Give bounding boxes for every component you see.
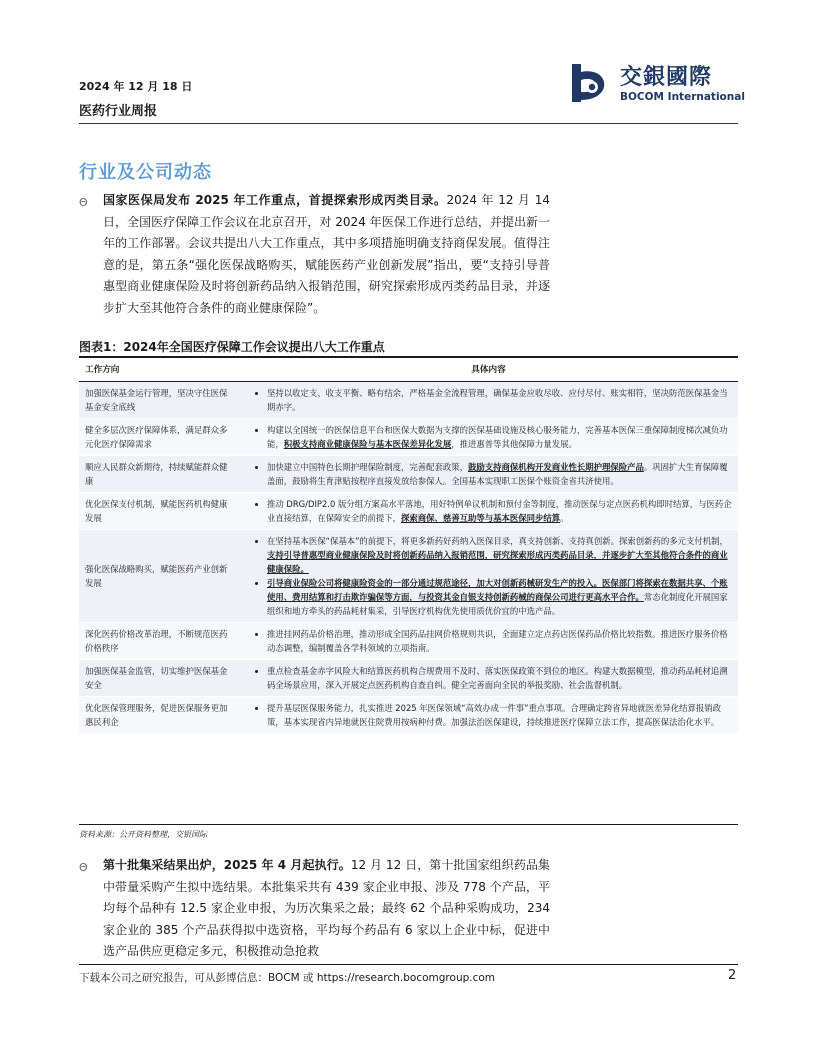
content-bullet xyxy=(267,701,732,729)
news-item-medical-insurance xyxy=(103,190,550,319)
page-number: 2 xyxy=(728,968,737,983)
table-body xyxy=(79,382,738,734)
figure-source: 资料来源：公开资料整理，交银国际 xyxy=(79,830,207,839)
content-bullet xyxy=(267,460,732,488)
news-headline: 第十批集采结果出炉，2025 年 4 月起执行。 xyxy=(103,858,351,872)
content-cell xyxy=(239,456,738,493)
figure-bottom-rule xyxy=(79,824,738,825)
content-text: 加快建立中国特色长期护理保险制度，完善配套政策， xyxy=(267,462,468,472)
emphasized-text: 探索商保、慈善互助等与基本医保同步结算 xyxy=(401,513,561,523)
content-bullet-list xyxy=(245,460,732,488)
content-text: 推进挂网药品价格治理，推动形成全国药品挂网价格规则共识，全面建立定点药店医保药品价格比较指数。推进医疗服务价格动态调整，编制覆盖各学科领域的立项指南。 xyxy=(267,629,728,653)
work-direction-cell: 优化医保管理服务，促进医保服务更加惠民利企 xyxy=(79,697,239,734)
work-direction-cell: 加强医保基金运行管理，坚决守住医保基金安全底线 xyxy=(79,382,239,419)
content-bullet xyxy=(267,664,732,692)
table-row xyxy=(79,419,738,456)
footer-download-note: 下载本公司之研究报告，可从彭博信息：BOCM 或 https://research.bocomgroup.com xyxy=(79,972,496,984)
content-bullet-list xyxy=(245,386,732,414)
report-date: 2024 年 12 月 18 日 xyxy=(79,80,193,93)
emphasized-text: 支持引导普惠型商业健康保险及时将创新药品纳入报销范围，研究探索形成丙类药品目录，并逐步扩大至其他符合条件的商业健康保险。 xyxy=(267,550,728,574)
content-cell xyxy=(239,419,738,456)
table-row xyxy=(79,623,738,660)
column-header-direction: 工作方向 xyxy=(79,359,239,382)
bullet-icon: Θ xyxy=(79,196,88,209)
work-direction-cell: 强化医保战略购买，赋能医药产业创新发展 xyxy=(79,530,239,623)
content-cell xyxy=(239,382,738,419)
work-direction-cell: 顺应人民群众新期待，持续赋能群众健康 xyxy=(79,456,239,493)
content-text: 重点检查基金赤字风险大和结算医药机构合规费用不及时、落实医保政策不到位的地区。构建大数据模型，推动药品耗材追溯码全场景应用，深入开展定点医药机构自查自纠。健全完善面向全民的举报奖励、社会监督机制。 xyxy=(267,666,728,690)
section-title: 行业及公司动态 xyxy=(79,162,212,183)
bullet-icon: Θ xyxy=(79,861,88,874)
content-bullet-list xyxy=(245,423,732,451)
content-bullet xyxy=(267,497,732,525)
figure-title: 图表1：2024年全国医疗保障工作会议提出八大工作重点 xyxy=(79,340,385,354)
news-body: 2024 年 12 月 14 日，全国医疗保障工作会议在北京召开，对 2024 年医保工作进行总结，并提出新一年的工作部署。会议共提出八大工作重点，其中多项措施明确支持商保发展。值得注意的是，第五条“强化医保战略购买，赋能医药产业创新发展”指出，要“支持引导普惠型商业健康保险及时将创新药品纳入报销范围，研究探索形成丙类药品目录，并逐步扩大至其他符合条件的商业健康保险”。 xyxy=(103,193,550,315)
content-bullet xyxy=(267,423,732,451)
logo-chinese-name: 交銀國際 xyxy=(620,65,713,90)
content-text: 提升基层医保服务能力，扎实推进 2025 年医保领域“高效办成一件事”重点事项。合理确定跨省异地就医差异化结算报销政策，基本实现省内异地就医住院费用按病种付费。加强法治医保建设，持续推进医疗保障立法工作，提高医保法治化水平。 xyxy=(267,703,722,727)
content-text: 构建以全国统一的医保信息平台和医保大数据为支撑的医保基础设施及核心服务能力，完善基本医保三重保障制度梯次减负功能， xyxy=(267,425,728,449)
content-text: ，推进惠普等其他保障力量发展。 xyxy=(451,439,577,449)
priorities-table xyxy=(79,359,738,734)
table-row xyxy=(79,382,738,419)
work-direction-cell: 加强医保基金监管，切实维护医保基金安全 xyxy=(79,660,239,697)
content-cell xyxy=(239,660,738,697)
content-cell xyxy=(239,697,738,734)
logo-english-name: BOCOM International xyxy=(620,91,745,103)
work-direction-cell: 深化医药价格改革治理，不断规范医药价格秩序 xyxy=(79,623,239,660)
content-bullet xyxy=(267,386,732,414)
content-bullet xyxy=(267,576,732,618)
content-bullet-list xyxy=(245,701,732,729)
table-row xyxy=(79,530,738,623)
column-header-content: 具体内容 xyxy=(239,359,738,382)
footer-divider xyxy=(79,964,738,965)
content-text: 常态化制度化开展国家组织和地方牵头的药品耗材集采，引导医疗机构优先使用质优价宜的中选产品。 xyxy=(267,592,728,616)
content-bullet-list xyxy=(245,534,732,618)
content-text: 坚持以收定支、收支平衡、略有结余，严格基金全流程管理，确保基金应收尽收、应付尽付、账实相符，坚决防范医保基金当期赤字。 xyxy=(267,388,728,412)
bocom-logo-icon xyxy=(570,60,614,105)
figure-top-rule xyxy=(79,356,738,358)
table-header-row xyxy=(79,359,738,382)
header-divider xyxy=(79,123,738,124)
news-item-vbp xyxy=(103,855,550,963)
work-direction-cell: 健全多层次医疗保障体系，满足群众多元化医疗保障需求 xyxy=(79,419,239,456)
report-type: 医药行业周报 xyxy=(79,104,158,119)
emphasized-text: 积极支持商业健康保险与基本医保差异化发展 xyxy=(283,439,452,449)
content-cell xyxy=(239,530,738,623)
content-cell xyxy=(239,493,738,530)
content-text: 。 xyxy=(560,513,569,523)
emphasized-text: 鼓励支持商保机构开发商业性长期护理保险产品 xyxy=(468,462,644,472)
news-body: 12 月 12 日，第十批国家组织药品集中带量采购产生拟中选结果。本批集采共有 439 家企业申报、涉及 778 个产品，平均每个品种有 12.5 家企业申报，为历次集采之最；最终 62 个品种采购成功，234 家企业的 385 个产品获得拟中选资格，平均每个药品有 6 家以上企业中标，促进中选产品供应更稳定多元，积极推动急抢救 xyxy=(103,858,550,958)
content-text: 。巩固扩大生育保障覆盖面，鼓励将生育津贴按程序直接发放给参保人。全国基本实现职工医保个账资金省共济使用。 xyxy=(267,462,728,486)
company-logo xyxy=(570,60,745,105)
work-direction-cell: 优化医保支付机制，赋能医药机构健康发展 xyxy=(79,493,239,530)
table-row xyxy=(79,697,738,734)
table-row xyxy=(79,493,738,530)
emphasized-text: 引导商业保险公司将健康险资金的一部分通过规范途径，加大对创新药械研发生产的投入。医保部门将探索在数据共享、个账使用、费用结算和打击欺诈骗保等方面，与投资其金自银支持创新药械的商保公司进行更高水平合作。 xyxy=(267,578,728,602)
news-headline: 国家医保局发布 2025 年工作重点，首提探索形成丙类目录。 xyxy=(103,193,447,207)
content-cell xyxy=(239,623,738,660)
content-text: 在坚持基本医保“保基本”的前提下，将更多新药好药纳入医保目录，真支持创新、支持真创新。探索创新药的多元支付机制， xyxy=(267,536,728,546)
content-bullet-list xyxy=(245,627,732,655)
table-row xyxy=(79,456,738,493)
content-bullet-list xyxy=(245,664,732,692)
content-bullet xyxy=(267,627,732,655)
table-row xyxy=(79,660,738,697)
content-bullet-list xyxy=(245,497,732,525)
content-text: 推动 DRG/DIP2.0 版分组方案高水平落地，用好特例单议机制和预付金等制度，推动医保与定点医药机构即时结算，与医药企业直接结算，在保障安全的前提下， xyxy=(267,499,732,523)
content-bullet xyxy=(267,534,732,576)
